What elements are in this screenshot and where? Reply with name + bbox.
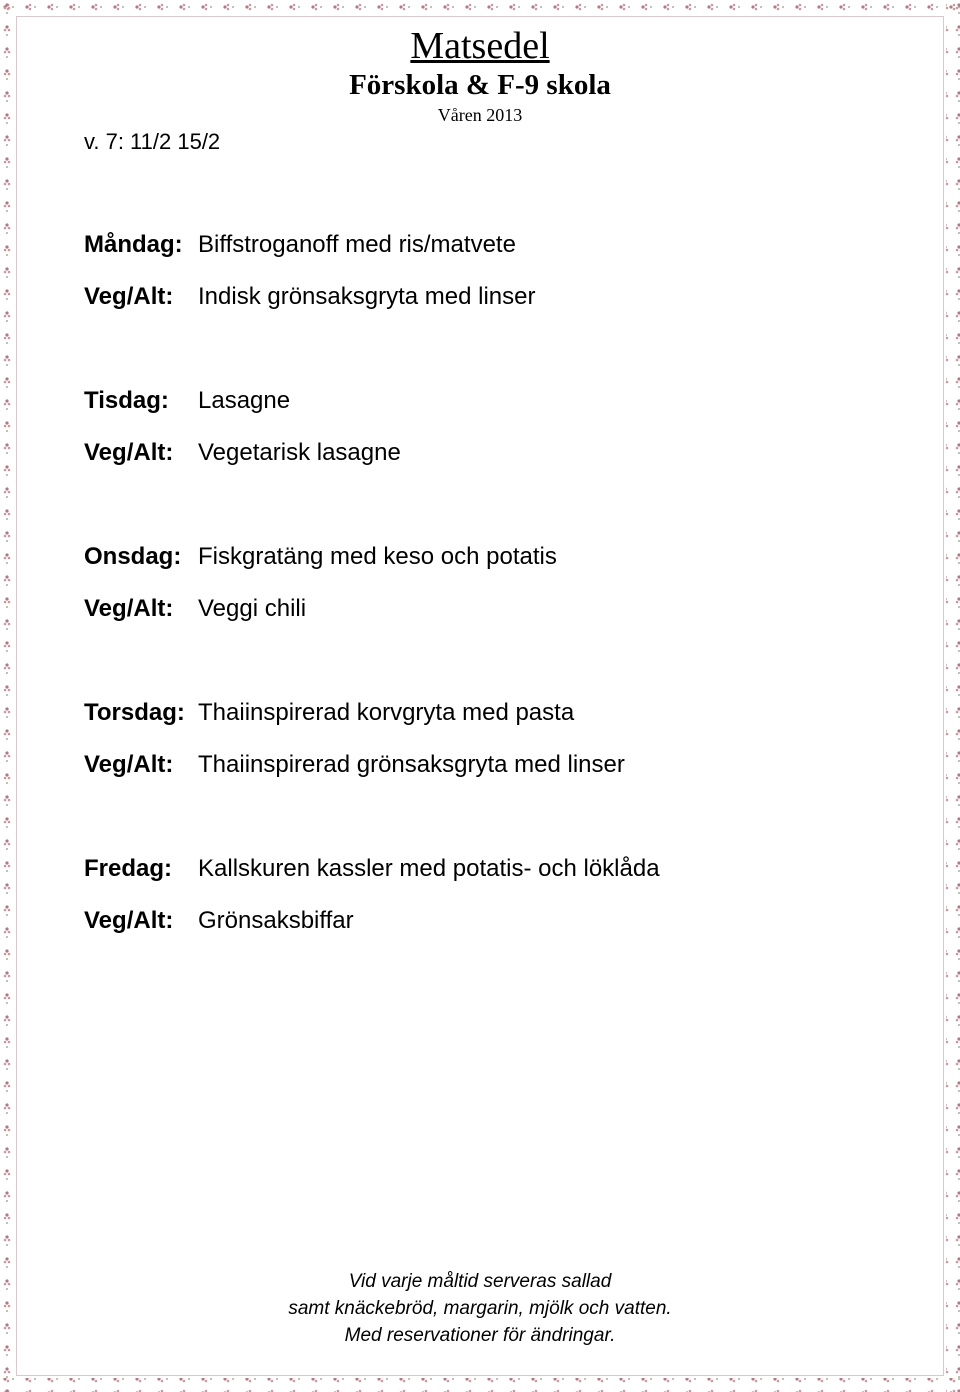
day-label: Tisdag:: [84, 387, 169, 414]
alt-dish: Indisk grönsaksgryta med linser: [198, 283, 536, 310]
footer-line: Med reservationer för ändringar.: [344, 1325, 616, 1346]
day-label: Torsdag:: [84, 699, 185, 726]
page-title: Matsedel: [410, 25, 550, 67]
alt-dish-row: [84, 750, 904, 802]
main-dish-row: [84, 698, 904, 750]
day-tuesday: [84, 386, 904, 490]
day-friday: [84, 854, 904, 958]
week-label: v. 7: 11/2 15/2: [84, 129, 221, 154]
main-dish-row: [84, 230, 904, 282]
main-dish: Kallskuren kassler med potatis- och löklåda: [198, 855, 660, 882]
footer-line: samt knäckebröd, margarin, mjölk och vatten.: [288, 1298, 672, 1319]
alt-label: Veg/Alt:: [84, 751, 174, 778]
alt-label: Veg/Alt:: [84, 595, 174, 622]
alt-label: Veg/Alt:: [84, 907, 174, 934]
alt-dish: Vegetarisk lasagne: [198, 439, 401, 466]
day-label: Fredag:: [84, 855, 173, 882]
alt-dish-row: [84, 438, 904, 490]
main-dish-row: [84, 386, 904, 438]
alt-label: Veg/Alt:: [84, 439, 174, 466]
alt-dish-row: [84, 594, 904, 646]
day-label: Måndag:: [84, 231, 183, 258]
alt-dish-row: [84, 906, 904, 958]
day-thursday: [84, 698, 904, 802]
day-monday: [84, 230, 904, 334]
season-label: Våren 2013: [437, 105, 523, 125]
alt-dish: Grönsaksbiffar: [198, 907, 354, 934]
main-dish-row: [84, 542, 904, 594]
footer-note: [0, 1268, 960, 1349]
main-dish-row: [84, 854, 904, 906]
alt-dish-row: [84, 282, 904, 334]
main-dish: Thaiinspirerad korvgryta med pasta: [198, 699, 575, 726]
alt-dish: Thaiinspirerad grönsaksgryta med linser: [198, 751, 625, 778]
alt-label: Veg/Alt:: [84, 283, 174, 310]
day-label: Onsdag:: [84, 543, 182, 570]
footer-line: Vid varje måltid serveras sallad: [348, 1271, 612, 1292]
page-subtitle: Förskola & F-9 skola: [349, 69, 611, 101]
main-dish: Fiskgratäng med keso och potatis: [198, 543, 557, 570]
main-dish: Lasagne: [198, 387, 291, 414]
main-dish: Biffstroganoff med ris/matvete: [198, 231, 516, 258]
page-frame: [16, 16, 944, 1376]
alt-dish: Veggi chili: [198, 595, 307, 622]
day-wednesday: [84, 542, 904, 646]
